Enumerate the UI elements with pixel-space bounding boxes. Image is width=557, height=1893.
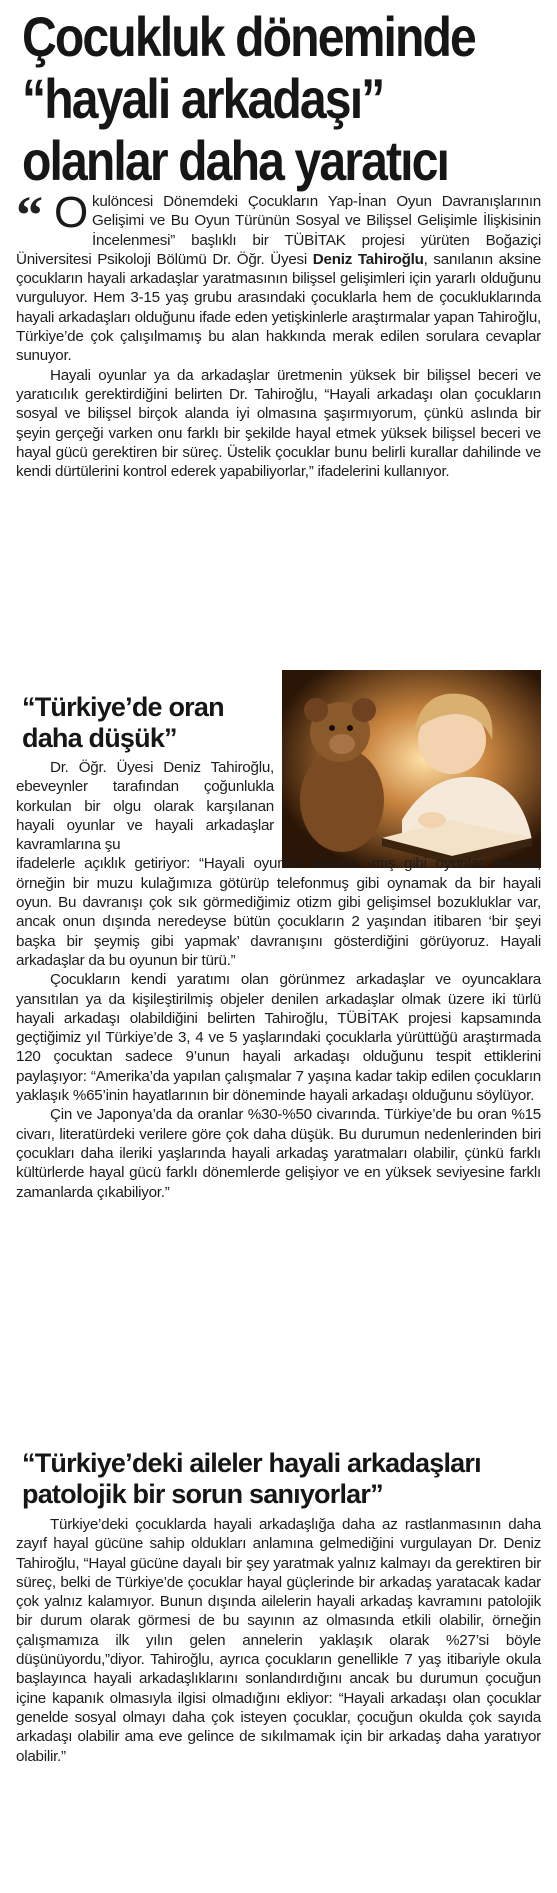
intro-section [16,185,542,481]
opening-quote-icon: “ [16,185,43,245]
headline [22,5,475,192]
section-2 [16,1515,541,1766]
section-1 [16,758,541,1202]
section-1-paragraph-2: Çocukların kendi yaratımı olan görünmez arkadaşlar ve oyuncaklara yansıtılan ya da kişileştirilmiş objeler denilen arkadaşlar olmak üzere iki türlü hayali arkadaşı olabildiğini belirten Tahiroğlu, TÜBİTAK projesi kapsamında geçtiğimiz yıl Türkiye’de 3, 4 ve 5 yaşlarındaki çocuklarla yürüttüğü araştırmada 120 çocuktan sadece 9’unun hayali arkadaşı olduğunu tespit ettiklerini paylaşıyor: “Amerika’da yapılan çalışmalar 7 yaşına kadar takip edilen çocukların yaklaşık %65’inin hayatlarının bir döneminde hayali arkadaşı olduğunu söylüyor. [16,971,541,1105]
headline-line-1: Çocukluk döneminde [22,5,475,68]
section-1-paragraph-1-narrow: Dr. Öğr. Üyesi Deniz Tahiroğlu, ebeveynler tarafından çoğunlukla korkulan bir olgu olarak karşılanan hayali oyunlar ve hayali arkadaşlar kavramlarına şu [16,759,274,854]
subheading-2: “Türkiye’deki aileler hayali arkadaşları patolojik bir sorun sanıyorlar” [22,1448,481,1509]
subheading-1: “Türkiye’de oran daha düşük” [22,692,224,753]
intro-paragraph-2: Hayali oyunlar ya da arkadaşlar üretmenin yüksek bir bilişsel beceri ve yaratıcılık gerektirdiğini belirten Dr. Tahiroğlu, “Hayali arkadaşı olan çocukların sosyal ve bilişsel birçok alanda iyi olmasına şaşırmıyorum, çünkü aslında bir şeyin gerçeği varken onu farklı bir şekilde hayal etmek yüksek bilişsel beceri ve hayal gücü gerektiren bir süreç. Üstelik çocuklar bunu belirli kurallar dahilinde ve kendi dürtülerini kontrol ederek yapabiliyorlar,” ifadelerini kullanıyor. [16,366,541,481]
headline-line-3: olanlar daha yaratıcı [22,129,449,192]
researcher-name: Deniz Tahiroğlu [312,250,424,268]
drop-cap: O [54,188,88,237]
intro-paragraph-1 [16,188,542,366]
intro-paragraph-1-text-a: kulöncesi Dönemdeki Çocukların Yap-İnan Oyun Davranışlarının Gelişimi ve Bu Oyun Türünün Sosyal ve Bilişsel Gelişimle İlişkisinin İncelenmesi” başlıklı bir TÜBİTAK projesi yürüten Boğaziçi Üniversitesi Psikoloji Bölümü Dr. Öğr. Üyesi [16,193,541,268]
intro-paragraph-1-text-b: , sanılanın aksine çocukların hayali arkadaşlar yaratmasının bilişsel gelişimleri için yararlı olduğunu vurguluyor. Hem 3-15 yaş grubu arasındaki çocuklarla hem de çocukluklarında hayali arkadaşları olduğunu ifade eden yetişkinlerle araştırmalar yapan Tahiroğlu, Türkiye’de çok çalışılmamış bu alan hakkında merak edilen sorulara cevaplar sunuyor. [16,250,542,365]
headline-line-2: “hayali arkadaşı” [22,67,384,130]
section-1-paragraph-1-rest: ifadelerle açıklık getiriyor: “Hayali oyunlar aslında -mış gibi oyunlar demek, örneğin bir muzu kulağımıza götürüp telefonmuş gibi oynamak da bir hayali oyun. Bu davranışı çok sık görmediğimiz otizm gibi gelişimsel bozukluklar var, ancak onun dışında neredeyse bütün çocukların 2 yaşından itibaren ‘bir şeyi başka bir şeymiş gibi yapmak’ davranışını gösterdiğini görüyoruz. Hayali arkadaşlar da bu oyunun bir türü.” [16,855,541,969]
section-1-paragraph-3: Çin ve Japonya’da da oranlar %30-%50 civarında. Türkiye’de bu oran %15 civarı, literatürdeki verilere göre çok daha düşük. Bu durumun nedenlerinden biri çocukları daha ileriki yaşlarında hayali arkadaş yaratmaları olabilir, çünkü farklı kültürlerde hayal gücü farklı dönemlerde gelişiyor ve en yüksek seviyesine farklı zamanlarda çıkabiliyor.” [16,1106,541,1201]
section-2-paragraph-1: Türkiye’deki çocuklarda hayali arkadaşlığa daha az rastlanmasının daha zayıf hayal gücüne sahip oldukları anlamına gelmediğini vurgulayan Dr. Deniz Tahiroğlu, “Hayal gücüne dayalı bir şey yaratmak yalnız kalmayı da gerektiren bir süreç, belki de Türkiye’de çocuklar hayal güçlerinde bir arkadaş yaratacak kadar çok yalnız kalamıyor. Bunun dışında ailelerin hayali arkadaş kavramını patolojik bir durum olarak görmesi de bu sayının az olmasında etkili olabilir, örneğin çalışmamıza ilk yılın gelen annelerin yaklaşık olarak %27’si böyle düşünüyordu,”diyor. Tahiroğlu, ayrıca çocukların genellikle 7 yaş itibariyle okula başlayınca hayali arkadaşlıklarını sonlandırdığını ancak bu durumun çocuğun içine kapanık olmasıyla ilgisi olmadığını ekliyor: “Hayali arkadaşı olan çocuklar genelde sosyal olmayı daha çok isteyen çocuklar, çocuğun okulda çok sayıda arkadaşı olabilir ama eve gelince de sıkılmamak için bir arkadaş daha yaratıyor olabilir.” [16,1516,541,1765]
